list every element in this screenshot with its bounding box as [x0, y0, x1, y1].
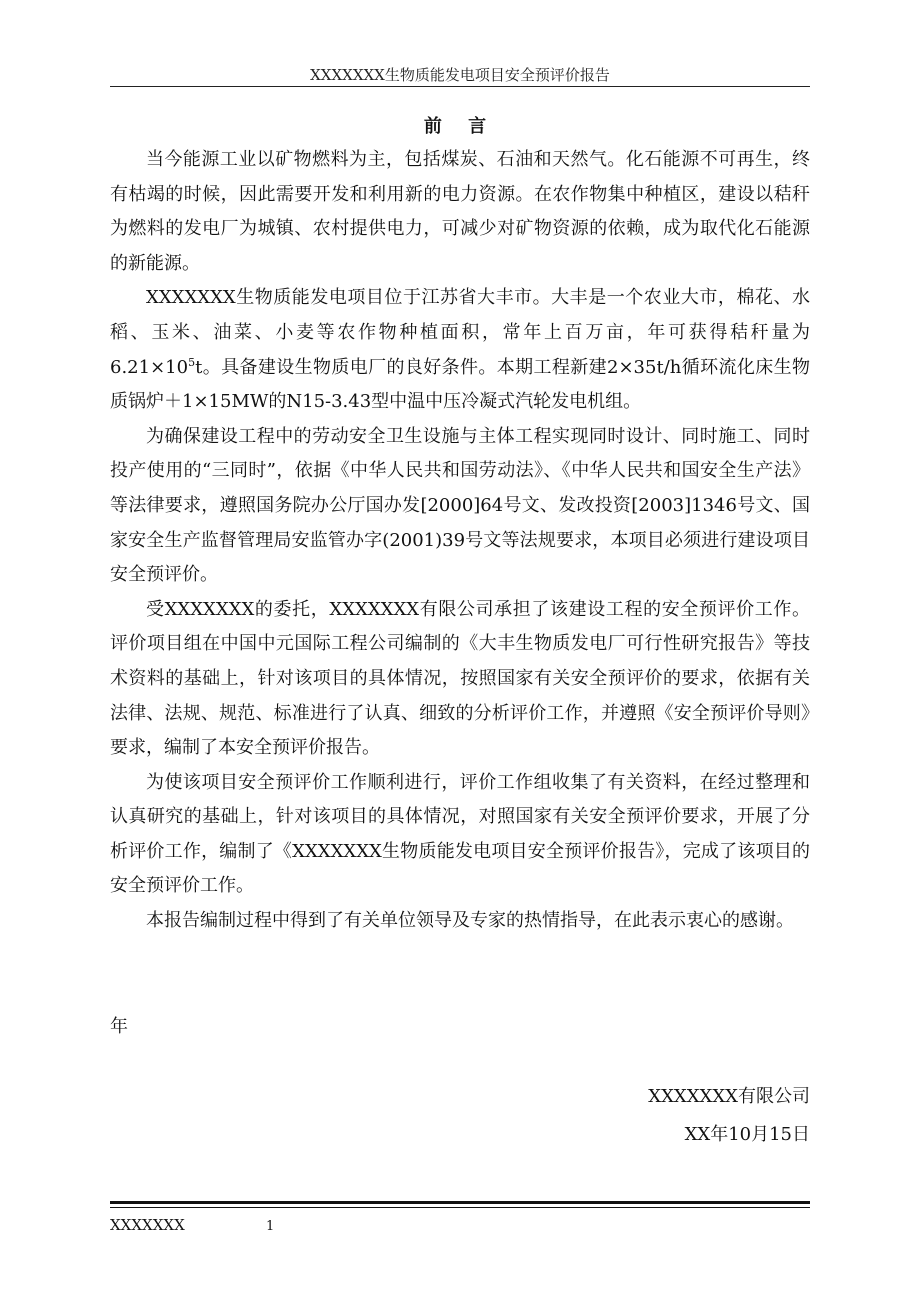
- paragraph-legal-basis: 为确保建设工程中的劳动安全卫生设施与主体工程实现同时设计、同时施工、同时投产使用的“三同时”，依据《中华人民共和国劳动法》、《中华人民共和国安全生产法》等法律要求，遵照国务院办公厅国办发[2000]64号文、发改投资[2003]1346号文、国家安全生产监督管理局安监管办字(2001)39号文等法规要求，本项目必须进行建设项目安全预评价。: [110, 425, 810, 586]
- year-line: 年: [110, 1016, 128, 1037]
- paragraph-project-location: [110, 281, 810, 419]
- paragraph-energy-intro: 当今能源工业以矿物燃料为主，包括煤炭、石油和天然气。化石能源不可再生，终有枯竭的时候，因此需要开发和利用新的电力资源。在农作物集中种植区，建设以秸秆为燃料的发电厂为城镇、农村提供电力，可减少对矿物资源的依赖，成为取代化石能源的新能源。: [110, 149, 810, 274]
- exponent: 5: [188, 355, 196, 369]
- paragraph-project-text-b: t。具备建设生物质电厂的良好条件。本期工程新建2×35t/h循环流化床生物质锅炉＋1×15MW的N15-3.43型中温中压冷凝式汽轮发电机组。: [110, 356, 810, 413]
- footer-rule-thin: [110, 1207, 810, 1208]
- footer-company: XXXXXXX: [110, 1216, 185, 1234]
- signature-date: XX年10月15日: [684, 1124, 810, 1145]
- paragraph-acknowledgement: 本报告编制过程中得到了有关单位领导及专家的热情指导，在此表示衷心的感谢。: [146, 910, 794, 932]
- footer-rule: [110, 1201, 810, 1204]
- header-rule: [110, 86, 810, 87]
- paragraph-commission: 受XXXXXXX的委托，XXXXXXX有限公司承担了该建设工程的安全预评价工作。评价项目组在中国中元国际工程公司编制的《大丰生物质发电厂可行性研究报告》等技术资料的基础上，针对该项目的具体情况，按照国家有关安全预评价的要求，依据有关法律、法规、规范、标准进行了认真、细致的分析评价工作，并遵照《安全预评价导则》要求，编制了本安全预评价报告。: [110, 598, 810, 759]
- section-title: 前 言: [423, 116, 497, 137]
- signature-company: XXXXXXX有限公司: [648, 1086, 810, 1107]
- running-header: XXXXXXX生物质能发电项目安全预评价报告: [310, 66, 610, 84]
- paragraph-project-text-a: XXXXXXX生物质能发电项目位于江苏省大丰市。大丰是一个农业大市，棉花、水稻、玉米、油菜、小麦等农作物种植面积，常年上百万亩，年可获得秸秆量为6.21×10: [110, 287, 810, 378]
- page-number: 1: [266, 1219, 275, 1234]
- preface-body: [110, 143, 810, 939]
- paragraph-work-process: 为使该项目安全预评价工作顺利进行，评价工作组收集了有关资料，在经过整理和认真研究的基础上，针对该项目的具体情况，对照国家有关安全预评价要求，开展了分析评价工作，编制了《XXXXXXX生物质能发电项目安全预评价报告》，完成了该项目的安全预评价工作。: [110, 771, 810, 897]
